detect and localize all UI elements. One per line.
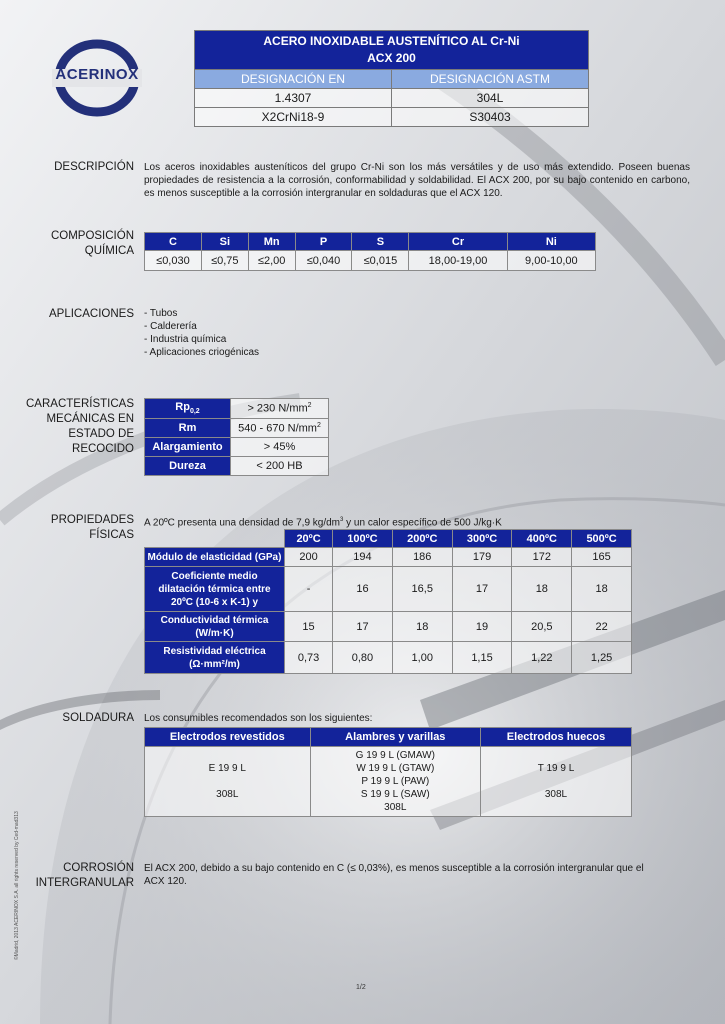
- welding-col-alambres: G 19 9 L (GMAW) W 19 9 L (GTAW) P 19 9 L (PAW) S 19 9 L (SAW) 308L: [310, 747, 480, 817]
- property-value: 200: [285, 548, 333, 567]
- col-astm-header: DESIGNACIÓN ASTM: [392, 70, 589, 89]
- temp-header: 100ºC: [333, 530, 393, 548]
- welding-header: Electrodos revestidos: [145, 728, 311, 747]
- designation-cell: 304L: [392, 89, 589, 108]
- mech-value: > 230 $N/mm^2$: [231, 399, 329, 419]
- welding-table: [144, 727, 632, 817]
- property-value: 17: [333, 612, 393, 642]
- property-value: 22: [572, 612, 632, 642]
- descripcion-text: Los aceros inoxidables austeníticos del grupo Cr-Ni son los más versátiles y de uso más extendido. Poseen buenas propiedades de resistencia a la corrosión, conformabilidad y soldabilidad. El ACX 200, por su bajo contenido en carbono, es menos susceptible a la corrosión intergranular en soldaduras que el ACX 120.: [144, 162, 690, 199]
- mech-name: Alargamiento: [145, 438, 231, 457]
- property-value: 15: [285, 612, 333, 642]
- composition-value: ≤0,030: [145, 251, 202, 271]
- section-label-composicion: COMPOSICIÓN QUÍMICA: [50, 230, 134, 257]
- property-value: -: [285, 567, 333, 612]
- temp-header: 300ºC: [452, 530, 512, 548]
- mech-name: Rm: [145, 419, 231, 438]
- composition-value: 18,00-19,00: [409, 251, 507, 271]
- section-label-aplicaciones: APLICACIONES: [49, 308, 134, 320]
- corrosion-text: El ACX 200, debido a su bajo contenido en C (≤ 0,03%), es menos susceptible a la corrosión intergranular que el ACX 120.: [144, 863, 644, 887]
- property-value: 0,80: [333, 642, 393, 674]
- element-header: S: [352, 233, 409, 251]
- product-title: ACERO INOXIDABLE AUSTENÍTICO AL Cr-Ni ACX 200: [195, 31, 589, 70]
- property-value: 194: [333, 548, 393, 567]
- mechanical-table: [144, 398, 329, 476]
- property-name: Conductividad térmica (W/m·K): [145, 612, 285, 642]
- mech-name: $Rp_{0,2}$: [145, 399, 231, 419]
- designation-cell: S30403: [392, 108, 589, 127]
- property-value: 1,22: [512, 642, 572, 674]
- property-name: Módulo de elasticidad (GPa): [145, 548, 285, 567]
- property-value: 1,00: [392, 642, 452, 674]
- property-value: 186: [392, 548, 452, 567]
- property-value: 16: [333, 567, 393, 612]
- welding-col-huecos: T 19 9 L 308L: [481, 747, 632, 817]
- temp-header: 400ºC: [512, 530, 572, 548]
- copyright-note: ©Madrid, 2013 ACERINOX S.A. all rights reserved by Ced-mad313: [14, 811, 20, 960]
- element-header: C: [145, 233, 202, 251]
- section-label-fisicas: PROPIEDADES FÍSICAS: [50, 514, 134, 541]
- section-label-mecanicas: CARACTERÍSTICAS MECÁNICAS EN ESTADO DE RECOCIDO: [26, 398, 134, 455]
- composition-table: [144, 232, 596, 271]
- element-header: P: [295, 233, 352, 251]
- welding-col-electrodos: E 19 9 L 308L: [145, 747, 311, 817]
- list-item: - Tubos: [144, 308, 178, 319]
- property-value: 179: [452, 548, 512, 567]
- property-value: 172: [512, 548, 572, 567]
- temp-header: 20ºC: [285, 530, 333, 548]
- list-item: - Aplicaciones criogénicas: [144, 347, 260, 358]
- section-label-descripcion: DESCRIPCIÓN: [54, 161, 134, 173]
- physical-table: [144, 529, 632, 674]
- temp-header: 500ºC: [572, 530, 632, 548]
- temp-header: 200ºC: [392, 530, 452, 548]
- property-value: 16,5: [392, 567, 452, 612]
- soldadura-intro: Los consumibles recomendados son los siguientes:: [144, 713, 373, 724]
- composition-value: ≤0,75: [201, 251, 248, 271]
- mech-value: < 200 HB: [231, 457, 329, 476]
- col-en-header: DESIGNACIÓN EN: [195, 70, 392, 89]
- property-name: Coeficiente medio dilatación térmica entre 20ºC (10-6 x K-1) y: [145, 567, 285, 612]
- mech-name: Dureza: [145, 457, 231, 476]
- mech-value: > 45%: [231, 438, 329, 457]
- applications-list: [144, 307, 444, 359]
- property-value: 18: [512, 567, 572, 612]
- acerinox-logo: [52, 38, 142, 118]
- property-value: 1,15: [452, 642, 512, 674]
- composition-value: ≤0,040: [295, 251, 352, 271]
- designation-cell: X2CrNi18-9: [195, 108, 392, 127]
- designation-table: [194, 30, 589, 127]
- page-number: 1/2: [356, 984, 366, 991]
- welding-header: Alambres y varillas: [310, 728, 480, 747]
- property-value: 165: [572, 548, 632, 567]
- property-value: 19: [452, 612, 512, 642]
- composition-value: ≤2,00: [248, 251, 295, 271]
- list-item: - Calderería: [144, 321, 197, 332]
- list-item: - Industria química: [144, 334, 227, 345]
- property-value: 20,5: [512, 612, 572, 642]
- property-value: 0,73: [285, 642, 333, 674]
- logo-text: ACERINOX: [55, 66, 139, 83]
- mech-value: 540 - 670 $N/mm^2$: [231, 419, 329, 438]
- property-value: 1,25: [572, 642, 632, 674]
- welding-header: Electrodos huecos: [481, 728, 632, 747]
- element-header: Cr: [409, 233, 507, 251]
- property-value: 17: [452, 567, 512, 612]
- section-label-soldadura: SOLDADURA: [62, 712, 134, 724]
- section-label-corrosion: CORROSIÓN INTERGRANULAR: [35, 862, 134, 889]
- property-value: 18: [392, 612, 452, 642]
- property-name: Resistividad eléctrica (Ω·mm²/m): [145, 642, 285, 674]
- composition-value: 9,00-10,00: [507, 251, 595, 271]
- element-header: Ni: [507, 233, 595, 251]
- property-value: 18: [572, 567, 632, 612]
- designation-cell: 1.4307: [195, 89, 392, 108]
- element-header: Mn: [248, 233, 295, 251]
- composition-value: ≤0,015: [352, 251, 409, 271]
- element-header: Si: [201, 233, 248, 251]
- fisicas-intro: A 20ºC presenta una densidad de 7,9 $kg/dm^3$ y un calor específico de 500 J/kg·K: [144, 517, 502, 529]
